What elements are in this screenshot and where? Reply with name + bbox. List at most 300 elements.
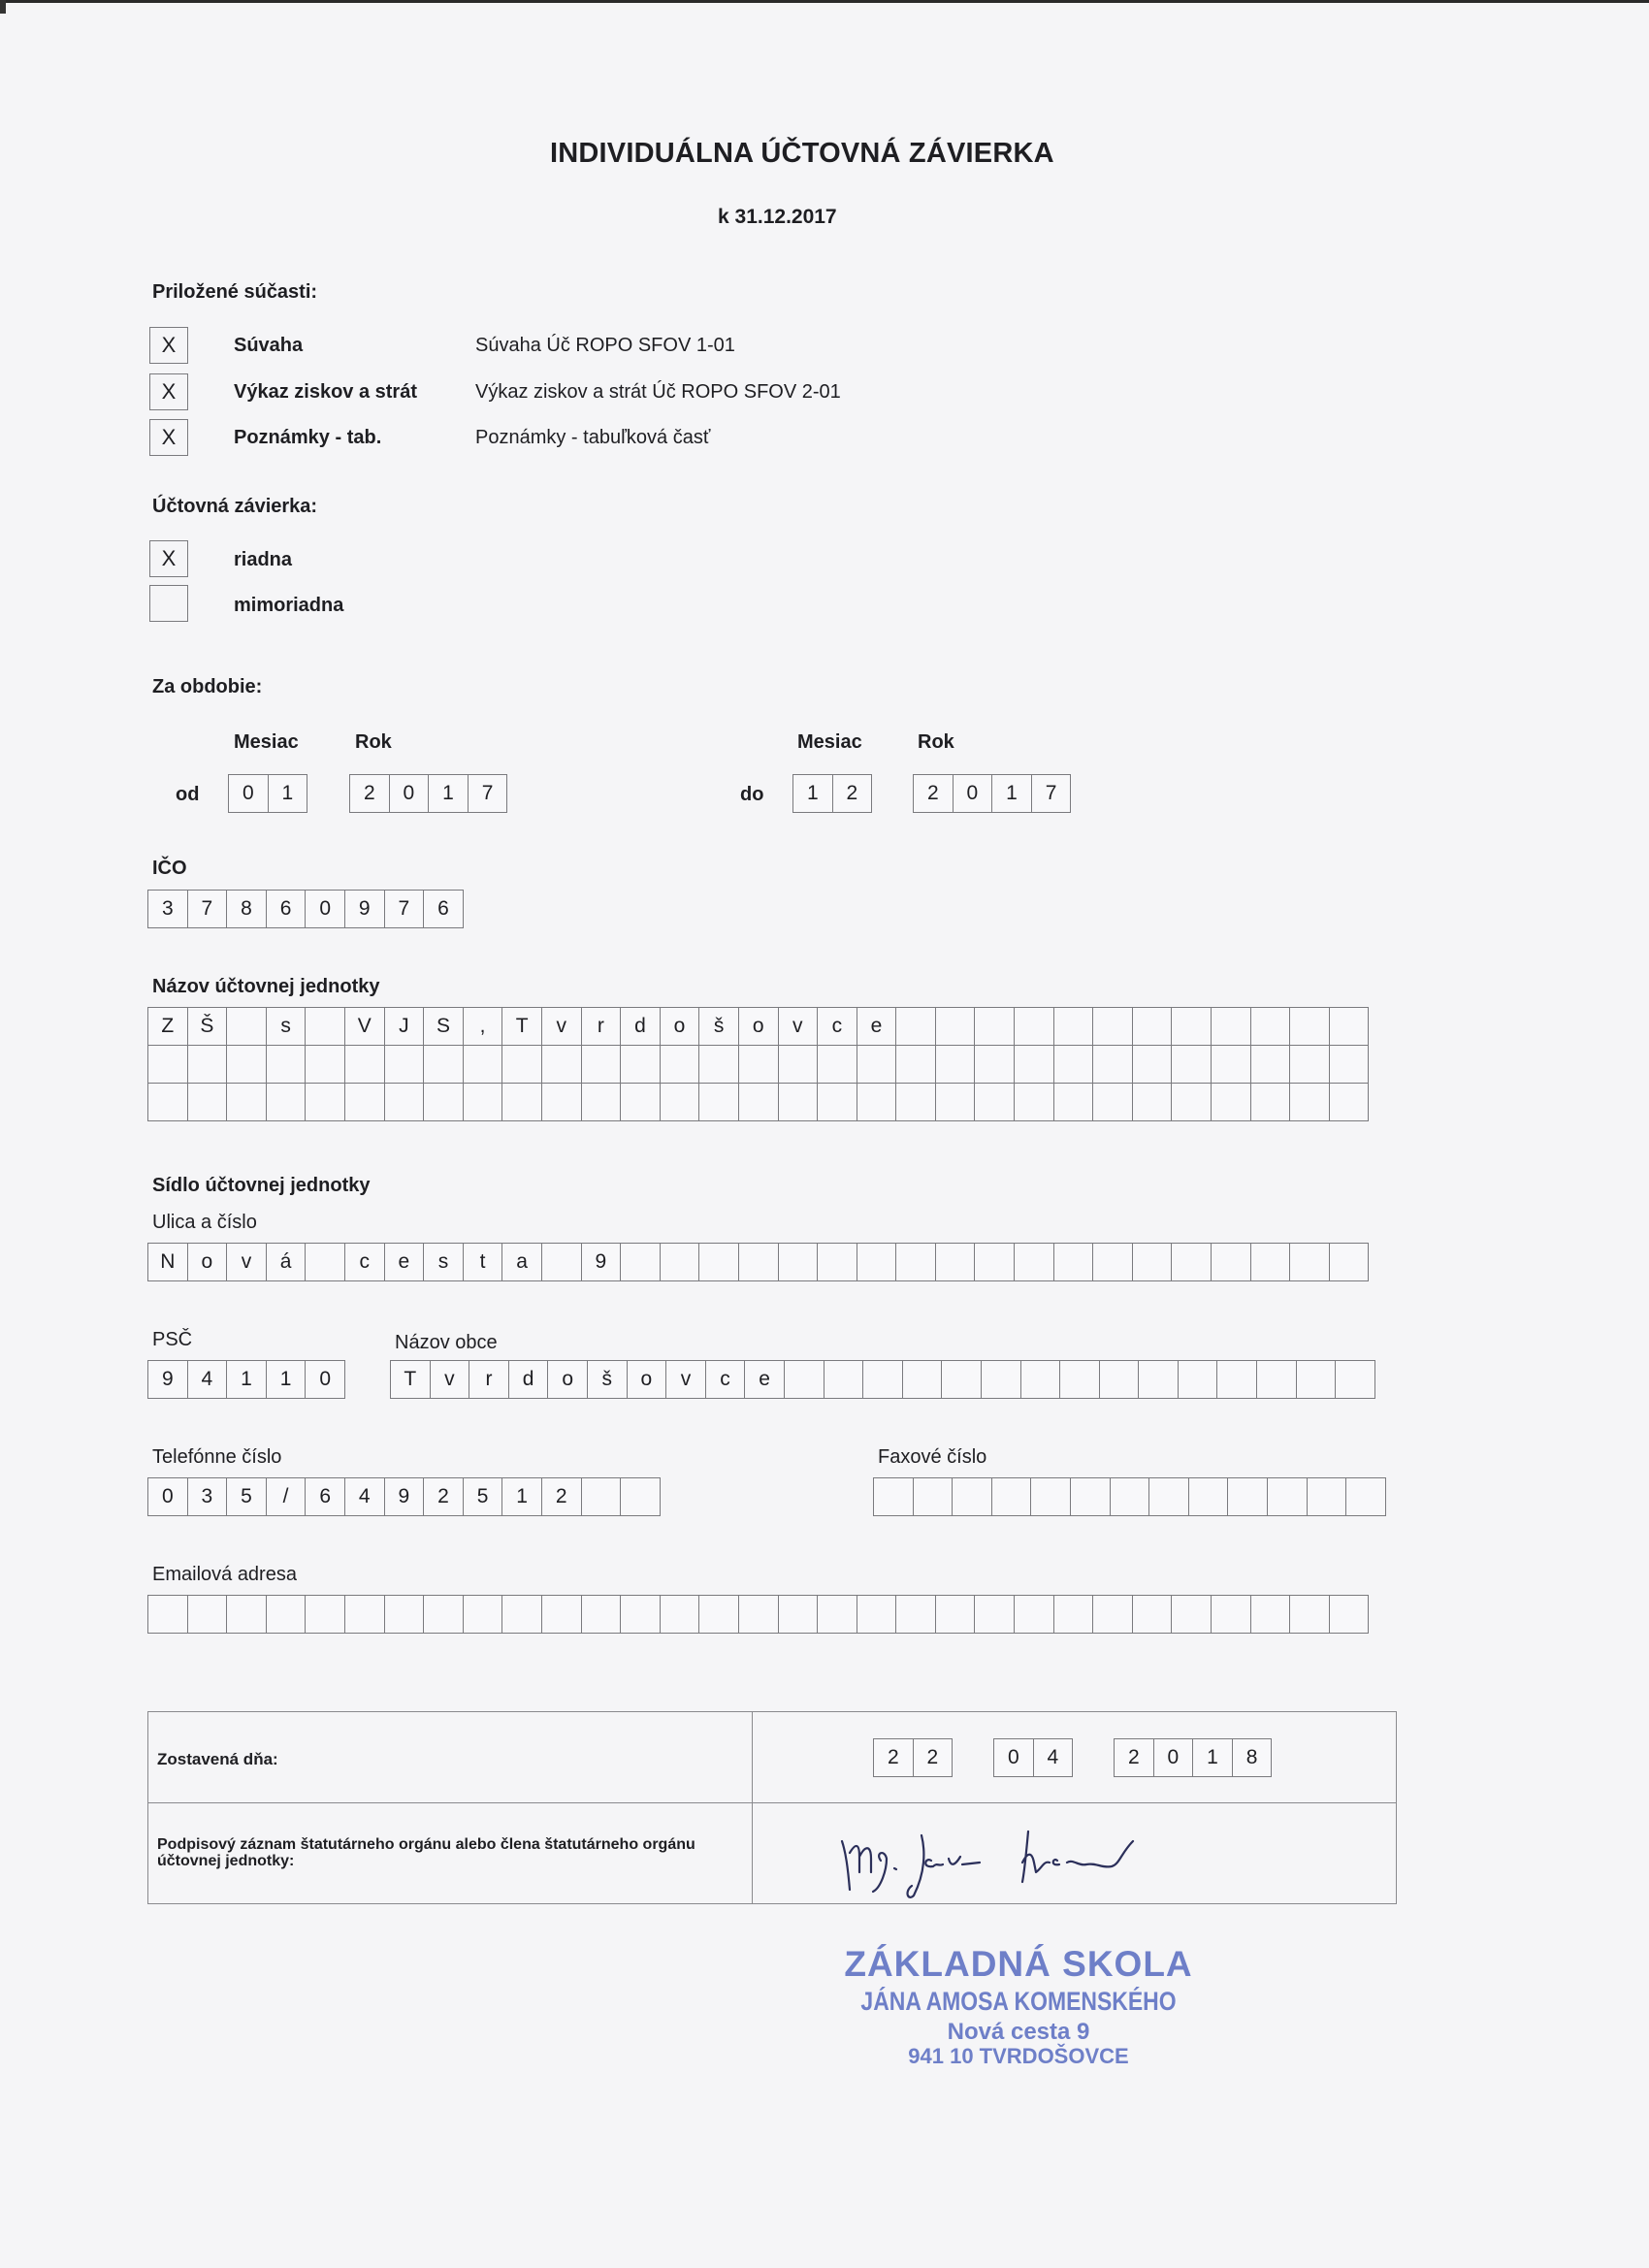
char-box[interactable] (1092, 1595, 1133, 1634)
char-box[interactable] (873, 1477, 914, 1516)
char-box[interactable] (1178, 1360, 1218, 1399)
char-box[interactable] (541, 1083, 582, 1121)
char-box[interactable]: 2 (423, 1477, 464, 1516)
entity-row-3[interactable] (147, 1084, 1369, 1121)
char-box[interactable] (1053, 1595, 1094, 1634)
char-box[interactable]: 2 (349, 774, 390, 813)
period-from-label: od (176, 784, 200, 805)
signature-label: Podpisový záznam štatutárneho orgánu alebo člena štatutárneho orgánu účtovnej jednotky: (157, 1836, 695, 1869)
char-box[interactable] (266, 1595, 307, 1634)
char-box[interactable]: 1 (991, 774, 1032, 813)
char-box[interactable] (981, 1360, 1021, 1399)
table-divider-horizontal (148, 1802, 1396, 1803)
char-box[interactable] (266, 1045, 307, 1084)
component-desc-suvaha: Súvaha Úč ROPO SFOV 1-01 (475, 335, 735, 356)
char-box[interactable]: 0 (1153, 1738, 1194, 1777)
street-grid[interactable] (147, 1244, 1369, 1281)
char-box[interactable]: 2 (832, 774, 873, 813)
checkbox-riadna[interactable]: X (149, 540, 188, 577)
char-box[interactable]: r (469, 1360, 509, 1399)
char-box[interactable]: 0 (305, 1360, 345, 1399)
compiled-year-grid[interactable] (1114, 1739, 1272, 1777)
char-box[interactable] (1132, 1595, 1173, 1634)
table-divider-vertical (752, 1712, 753, 1903)
char-box[interactable] (1092, 1083, 1133, 1121)
char-box[interactable] (935, 1045, 976, 1084)
char-box[interactable] (501, 1083, 542, 1121)
char-box[interactable] (187, 1595, 228, 1634)
char-box[interactable]: c (817, 1007, 857, 1046)
char-box[interactable] (226, 1595, 267, 1634)
char-box[interactable] (1092, 1045, 1133, 1084)
char-box[interactable] (1211, 1243, 1251, 1281)
char-box[interactable] (1053, 1045, 1094, 1084)
char-box[interactable] (1250, 1083, 1291, 1121)
char-box[interactable] (660, 1045, 700, 1084)
char-box[interactable]: 3 (147, 890, 188, 928)
char-box[interactable] (463, 1045, 503, 1084)
char-box[interactable] (738, 1595, 779, 1634)
char-box[interactable]: 2 (913, 774, 954, 813)
char-box[interactable] (857, 1083, 897, 1121)
char-box[interactable]: 1 (268, 774, 308, 813)
document-title: INDIVIDUÁLNA ÚČTOVNÁ ZÁVIERKA (550, 138, 1054, 169)
char-box[interactable]: V (344, 1007, 385, 1046)
char-box[interactable] (778, 1243, 819, 1281)
char-box[interactable] (1256, 1360, 1297, 1399)
char-box[interactable] (824, 1360, 864, 1399)
compiled-day-grid[interactable] (873, 1739, 953, 1777)
char-box[interactable]: v (226, 1243, 267, 1281)
char-box[interactable] (935, 1083, 976, 1121)
city-grid[interactable] (390, 1361, 1375, 1399)
char-box[interactable]: 6 (266, 890, 307, 928)
char-box[interactable] (778, 1083, 819, 1121)
char-box[interactable] (1148, 1477, 1189, 1516)
char-box[interactable] (1250, 1045, 1291, 1084)
char-box[interactable] (1014, 1083, 1054, 1121)
char-box[interactable]: 3 (187, 1477, 228, 1516)
char-box[interactable]: 0 (993, 1738, 1034, 1777)
char-box[interactable]: c (705, 1360, 746, 1399)
period-from-month-grid[interactable] (228, 775, 307, 813)
char-box[interactable] (226, 1045, 267, 1084)
char-box[interactable]: š (698, 1007, 739, 1046)
char-box[interactable] (902, 1360, 943, 1399)
char-box[interactable] (463, 1083, 503, 1121)
char-box[interactable]: 8 (226, 890, 267, 928)
period-to-month-label: Mesiac (797, 731, 862, 753)
char-box[interactable] (817, 1243, 857, 1281)
char-box[interactable] (384, 1595, 425, 1634)
char-box[interactable] (784, 1360, 824, 1399)
closing-option-riadna: riadna (234, 549, 293, 570)
char-box[interactable] (1053, 1083, 1094, 1121)
char-box[interactable] (1053, 1007, 1094, 1046)
components-label: Priložené súčasti: (152, 281, 318, 303)
char-box[interactable] (1267, 1477, 1308, 1516)
char-box[interactable]: 6 (305, 1477, 345, 1516)
phone-grid[interactable] (147, 1478, 661, 1516)
char-box[interactable] (187, 1045, 228, 1084)
char-box[interactable]: s (266, 1007, 307, 1046)
char-box[interactable] (620, 1477, 661, 1516)
char-box[interactable] (952, 1477, 992, 1516)
char-box[interactable] (384, 1083, 425, 1121)
char-box[interactable] (1250, 1007, 1291, 1046)
char-box[interactable]: 1 (1192, 1738, 1233, 1777)
char-box[interactable] (698, 1083, 739, 1121)
closing-label: Účtovná závierka: (152, 496, 318, 517)
char-box[interactable] (147, 1595, 188, 1634)
char-box[interactable] (1329, 1045, 1370, 1084)
char-box[interactable] (305, 1243, 345, 1281)
component-desc-vykaz: Výkaz ziskov a strát Úč ROPO SFOV 2-01 (475, 381, 841, 403)
char-box[interactable] (817, 1083, 857, 1121)
char-box[interactable] (1132, 1007, 1173, 1046)
char-box[interactable] (1099, 1360, 1140, 1399)
char-box[interactable] (581, 1595, 622, 1634)
street-label: Ulica a číslo (152, 1212, 257, 1233)
char-box[interactable]: 5 (463, 1477, 503, 1516)
char-box[interactable] (1092, 1007, 1133, 1046)
char-box[interactable] (1014, 1243, 1054, 1281)
checkbox-vykaz[interactable]: X (149, 373, 188, 410)
char-box[interactable] (541, 1595, 582, 1634)
char-box[interactable] (935, 1595, 976, 1634)
char-box[interactable] (620, 1595, 661, 1634)
char-box[interactable]: 1 (428, 774, 469, 813)
char-box[interactable] (501, 1045, 542, 1084)
char-box[interactable] (1138, 1360, 1179, 1399)
char-box[interactable] (862, 1360, 903, 1399)
char-box[interactable]: v (541, 1007, 582, 1046)
period-to-year-label: Rok (918, 731, 954, 753)
char-box[interactable] (1289, 1243, 1330, 1281)
char-box[interactable] (1171, 1595, 1212, 1634)
char-box[interactable] (1171, 1007, 1212, 1046)
char-box[interactable]: 7 (384, 890, 425, 928)
component-desc-poznamky: Poznámky - tabuľková časť (475, 427, 711, 448)
char-box[interactable] (974, 1083, 1015, 1121)
char-box[interactable]: 9 (581, 1243, 622, 1281)
char-box[interactable] (857, 1243, 897, 1281)
char-box[interactable]: Š (187, 1007, 228, 1046)
char-box[interactable]: o (660, 1007, 700, 1046)
char-box[interactable] (581, 1045, 622, 1084)
char-box[interactable] (1289, 1083, 1330, 1121)
char-box[interactable]: o (547, 1360, 588, 1399)
char-box[interactable] (226, 1083, 267, 1121)
char-box[interactable] (1345, 1477, 1386, 1516)
char-box[interactable] (541, 1243, 582, 1281)
period-to-month-grid[interactable] (792, 775, 872, 813)
char-box[interactable] (1059, 1360, 1100, 1399)
char-box[interactable]: s (423, 1243, 464, 1281)
char-box[interactable] (1211, 1045, 1251, 1084)
entity-label: Názov účtovnej jednotky (152, 976, 380, 997)
char-box[interactable] (895, 1595, 936, 1634)
char-box[interactable] (620, 1083, 661, 1121)
char-box[interactable] (1132, 1083, 1173, 1121)
char-box[interactable] (581, 1477, 622, 1516)
char-box[interactable] (1132, 1045, 1173, 1084)
char-box[interactable]: 1 (266, 1360, 307, 1399)
char-box[interactable]: 0 (228, 774, 269, 813)
char-box[interactable]: o (187, 1243, 228, 1281)
char-box[interactable] (778, 1595, 819, 1634)
handwritten-signature (824, 1814, 1154, 1901)
char-box[interactable]: 1 (226, 1360, 267, 1399)
char-box[interactable] (423, 1083, 464, 1121)
char-box[interactable] (698, 1595, 739, 1634)
char-box[interactable] (1171, 1083, 1212, 1121)
component-name-suvaha: Súvaha (234, 335, 304, 356)
char-box[interactable]: v (430, 1360, 470, 1399)
char-box[interactable] (581, 1083, 622, 1121)
char-box[interactable] (817, 1045, 857, 1084)
char-box[interactable] (1188, 1477, 1229, 1516)
char-box[interactable]: 7 (1031, 774, 1072, 813)
char-box[interactable] (1171, 1045, 1212, 1084)
char-box[interactable]: a (501, 1243, 542, 1281)
document-date: k 31.12.2017 (718, 206, 837, 228)
char-box[interactable] (1053, 1243, 1094, 1281)
char-box[interactable] (1250, 1243, 1291, 1281)
char-box[interactable] (1289, 1595, 1330, 1634)
stamp-line-2: JÁNA AMOSA KOMENSKÉHO (860, 1987, 1177, 2016)
period-label: Za obdobie: (152, 676, 263, 697)
period-to-label: do (740, 784, 764, 805)
char-box[interactable] (857, 1595, 897, 1634)
char-box[interactable] (1132, 1243, 1173, 1281)
char-box[interactable] (1335, 1360, 1375, 1399)
char-box[interactable]: e (744, 1360, 785, 1399)
psc-label: PSČ (152, 1329, 193, 1350)
period-from-year-label: Rok (355, 731, 392, 753)
char-box[interactable] (991, 1477, 1032, 1516)
char-box[interactable] (147, 1045, 188, 1084)
char-box[interactable] (147, 1083, 188, 1121)
psc-grid[interactable] (147, 1361, 345, 1399)
char-box[interactable] (1227, 1477, 1268, 1516)
char-box[interactable] (974, 1007, 1015, 1046)
checkbox-suvaha[interactable]: X (149, 327, 188, 364)
char-box[interactable] (1020, 1360, 1061, 1399)
char-box[interactable] (935, 1007, 976, 1046)
char-box[interactable]: t (463, 1243, 503, 1281)
char-box[interactable] (423, 1595, 464, 1634)
char-box[interactable] (817, 1595, 857, 1634)
char-box[interactable]: 4 (1033, 1738, 1074, 1777)
char-box[interactable] (1329, 1595, 1370, 1634)
char-box[interactable]: d (620, 1007, 661, 1046)
char-box[interactable] (620, 1045, 661, 1084)
component-name-poznamky: Poznámky - tab. (234, 427, 382, 448)
char-box[interactable] (660, 1243, 700, 1281)
char-box[interactable] (305, 1083, 345, 1121)
char-box[interactable] (895, 1243, 936, 1281)
char-box[interactable] (1289, 1007, 1330, 1046)
compiled-label: Zostavená dňa: (157, 1750, 278, 1768)
char-box[interactable] (1171, 1243, 1212, 1281)
char-box[interactable] (501, 1595, 542, 1634)
char-box[interactable] (974, 1045, 1015, 1084)
period-from-year-grid[interactable] (349, 775, 507, 813)
char-box[interactable] (463, 1595, 503, 1634)
scan-top-border (0, 0, 1649, 3)
char-box[interactable] (344, 1083, 385, 1121)
char-box[interactable] (305, 1595, 345, 1634)
char-box[interactable]: 4 (344, 1477, 385, 1516)
char-box[interactable]: 0 (305, 890, 345, 928)
char-box[interactable] (1296, 1360, 1337, 1399)
city-label: Názov obce (395, 1332, 498, 1353)
char-box[interactable] (1307, 1477, 1347, 1516)
char-box[interactable] (660, 1083, 700, 1121)
char-box[interactable] (895, 1083, 936, 1121)
char-box[interactable]: r (581, 1007, 622, 1046)
char-box[interactable] (698, 1243, 739, 1281)
char-box[interactable] (620, 1243, 661, 1281)
char-box[interactable]: 0 (147, 1477, 188, 1516)
char-box[interactable] (738, 1243, 779, 1281)
char-box[interactable] (305, 1007, 345, 1046)
char-box[interactable] (738, 1083, 779, 1121)
char-box[interactable]: 2 (913, 1738, 954, 1777)
char-box[interactable] (344, 1595, 385, 1634)
char-box[interactable]: 9 (384, 1477, 425, 1516)
char-box[interactable] (941, 1360, 982, 1399)
char-box[interactable] (895, 1045, 936, 1084)
char-box[interactable]: á (266, 1243, 307, 1281)
char-box[interactable]: N (147, 1243, 188, 1281)
fax-label: Faxové číslo (878, 1446, 987, 1468)
checkbox-poznamky[interactable]: X (149, 419, 188, 456)
char-box[interactable]: 0 (389, 774, 430, 813)
char-box[interactable]: 7 (187, 890, 228, 928)
char-box[interactable] (778, 1045, 819, 1084)
period-from-month-label: Mesiac (234, 731, 299, 753)
stamp-line-3: Nová cesta 9 (947, 2019, 1090, 2045)
char-box[interactable] (913, 1477, 954, 1516)
char-box[interactable] (1216, 1360, 1257, 1399)
char-box[interactable] (1110, 1477, 1150, 1516)
char-box[interactable]: S (423, 1007, 464, 1046)
char-box[interactable] (974, 1243, 1015, 1281)
char-box[interactable]: v (665, 1360, 706, 1399)
char-box[interactable] (1289, 1045, 1330, 1084)
char-box[interactable]: e (857, 1007, 897, 1046)
char-box[interactable] (1329, 1243, 1370, 1281)
char-box[interactable]: 8 (1232, 1738, 1273, 1777)
char-box[interactable]: c (344, 1243, 385, 1281)
char-box[interactable]: Z (147, 1007, 188, 1046)
period-to-year-grid[interactable] (913, 775, 1071, 813)
entity-row-1[interactable] (147, 1008, 1369, 1046)
char-box[interactable]: 0 (953, 774, 993, 813)
char-box[interactable]: 6 (423, 890, 464, 928)
char-box[interactable]: 2 (873, 1738, 914, 1777)
char-box[interactable] (1014, 1007, 1054, 1046)
closing-option-mimoriadna: mimoriadna (234, 595, 344, 616)
stamp-line-1: ZÁKLADNÁ SKOLA (844, 1944, 1193, 1984)
char-box[interactable] (1030, 1477, 1071, 1516)
char-box[interactable]: e (384, 1243, 425, 1281)
email-grid[interactable] (147, 1596, 1369, 1634)
char-box[interactable]: , (463, 1007, 503, 1046)
entity-row-2[interactable] (147, 1046, 1369, 1084)
char-box[interactable]: 7 (468, 774, 508, 813)
address-label: Sídlo účtovnej jednotky (152, 1175, 371, 1196)
char-box[interactable] (344, 1045, 385, 1084)
phone-label: Telefónne číslo (152, 1446, 282, 1468)
compiled-month-grid[interactable] (993, 1739, 1073, 1777)
ico-grid[interactable] (147, 891, 464, 928)
char-box[interactable]: v (778, 1007, 819, 1046)
char-box[interactable]: o (627, 1360, 667, 1399)
char-box[interactable] (1211, 1007, 1251, 1046)
char-box[interactable] (305, 1045, 345, 1084)
char-box[interactable]: d (508, 1360, 549, 1399)
char-box[interactable]: J (384, 1007, 425, 1046)
char-box[interactable]: š (587, 1360, 628, 1399)
stamp-line-4: 941 10 TVRDOŠOVCE (908, 2044, 1129, 2068)
scan-edge-mark (0, 0, 6, 14)
char-box[interactable] (1092, 1243, 1133, 1281)
char-box[interactable]: 9 (147, 1360, 188, 1399)
char-box[interactable]: T (501, 1007, 542, 1046)
char-box[interactable] (1014, 1045, 1054, 1084)
email-label: Emailová adresa (152, 1564, 297, 1585)
char-box[interactable] (266, 1083, 307, 1121)
char-box[interactable]: 1 (792, 774, 833, 813)
checkbox-mimoriadna[interactable] (149, 585, 188, 622)
char-box[interactable]: o (738, 1007, 779, 1046)
char-box[interactable] (1014, 1595, 1054, 1634)
char-box[interactable] (423, 1045, 464, 1084)
char-box[interactable] (1329, 1083, 1370, 1121)
fax-grid[interactable] (873, 1478, 1386, 1516)
char-box[interactable]: 5 (226, 1477, 267, 1516)
component-name-vykaz: Výkaz ziskov a strát (234, 381, 417, 403)
char-box[interactable] (1329, 1007, 1370, 1046)
char-box[interactable]: 4 (187, 1360, 228, 1399)
char-box[interactable]: 1 (501, 1477, 542, 1516)
char-box[interactable] (857, 1045, 897, 1084)
char-box[interactable] (384, 1045, 425, 1084)
school-stamp (824, 1944, 1212, 2069)
char-box[interactable]: / (266, 1477, 307, 1516)
char-box[interactable] (974, 1595, 1015, 1634)
char-box[interactable]: 9 (344, 890, 385, 928)
char-box[interactable]: T (390, 1360, 431, 1399)
char-box[interactable] (895, 1007, 936, 1046)
char-box[interactable] (935, 1243, 976, 1281)
char-box[interactable] (1250, 1595, 1291, 1634)
char-box[interactable]: 2 (541, 1477, 582, 1516)
char-box[interactable]: 2 (1114, 1738, 1154, 1777)
char-box[interactable] (541, 1045, 582, 1084)
char-box[interactable] (1070, 1477, 1111, 1516)
char-box[interactable] (1211, 1595, 1251, 1634)
char-box[interactable] (226, 1007, 267, 1046)
char-box[interactable] (1211, 1083, 1251, 1121)
char-box[interactable] (698, 1045, 739, 1084)
char-box[interactable] (738, 1045, 779, 1084)
char-box[interactable] (187, 1083, 228, 1121)
char-box[interactable] (660, 1595, 700, 1634)
